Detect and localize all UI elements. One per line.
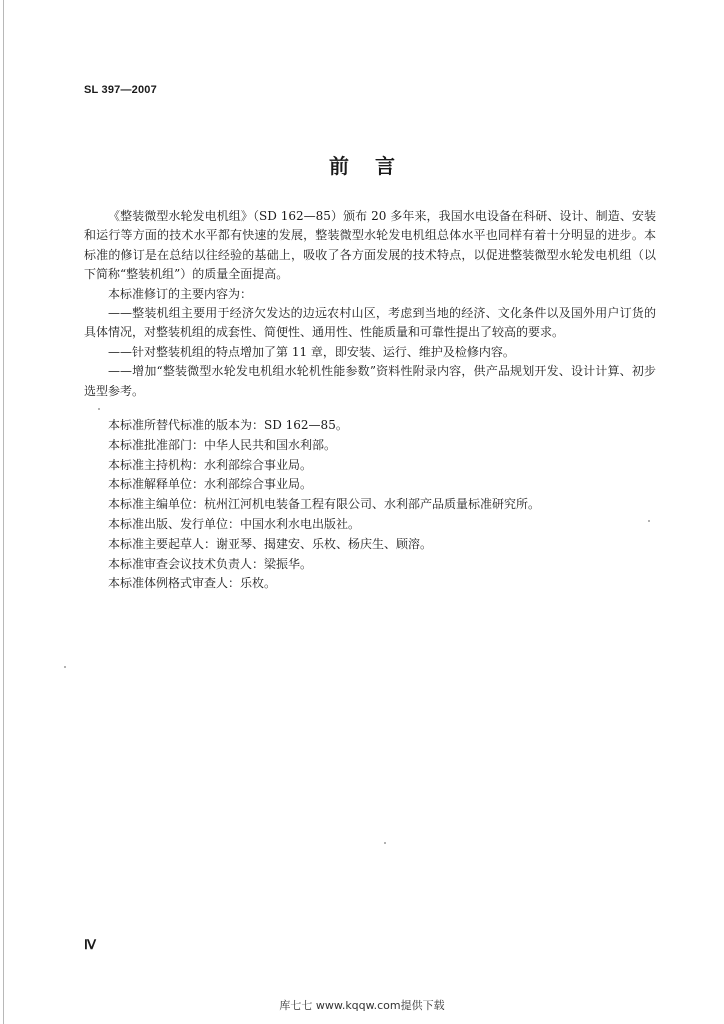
standard-code: SL 397—2007 xyxy=(84,84,157,96)
standard-info-list xyxy=(84,416,644,594)
info-line: 本标准主持机构：水利部综合事业局。 xyxy=(108,457,313,472)
body-paragraph: ——增加“整装微型水轮发电机组水轮机性能参数”资料性附录内容，供产品规划开发、设计计算、初步选型参考。 xyxy=(84,364,656,398)
foreword-body xyxy=(84,207,656,401)
body-paragraph: 《整装微型水轮发电机组》（SD 162—85）颁布 20 多年来，我国水电设备在科研、设计、制造、安装和运行等方面的技术水平都有快速的发展，整装微型水轮发电机组总体水平也同样有着十分明显的进步。本标准的修订是在总结以往经验的基础上，吸收了各方面发展的技术特点，以促进整装微型水轮发电机组（以下简称“整装机组”）的质量全面提高。 xyxy=(84,209,656,282)
info-line: 本标准出版、发行单位：中国水利水电出版社。 xyxy=(108,516,361,531)
scan-speck xyxy=(384,842,386,844)
scan-speck xyxy=(98,408,100,410)
page-number: Ⅳ xyxy=(84,937,96,952)
info-line: 本标准解释单位：水利部综合事业局。 xyxy=(108,477,313,492)
body-paragraph: 本标准修订的主要内容为： xyxy=(108,286,253,301)
body-paragraph: ——整装机组主要用于经济欠发达的边远农村山区，考虑到当地的经济、文化条件以及国外用户订货的具体情况，对整装机组的成套性、简便性、通用性、性能质量和可靠性提出了较高的要求。 xyxy=(84,306,656,340)
body-paragraph: ——针对整装机组的特点增加了第 11 章，即安装、运行、维护及检修内容。 xyxy=(108,344,515,359)
download-watermark: 库七七 www.kqqw.com提供下载 xyxy=(279,999,445,1012)
info-line: 本标准体例格式审查人：乐枚。 xyxy=(108,576,277,591)
info-line: 本标准主要起草人：谢亚琴、揭建安、乐枚、杨庆生、顾溶。 xyxy=(108,536,433,551)
scan-speck xyxy=(64,666,66,668)
page-title: 前言 xyxy=(329,154,421,178)
info-line: 本标准所替代标准的版本为：SD 162—85。 xyxy=(108,418,348,432)
info-line: 本标准批准部门：中华人民共和国水利部。 xyxy=(108,437,337,452)
scan-speck xyxy=(648,520,650,522)
info-line: 本标准审查会议技术负责人：梁振华。 xyxy=(108,556,313,571)
info-line: 本标准主编单位：杭州江河机电装备工程有限公司、水利部产品质量标准研究所。 xyxy=(108,497,541,512)
